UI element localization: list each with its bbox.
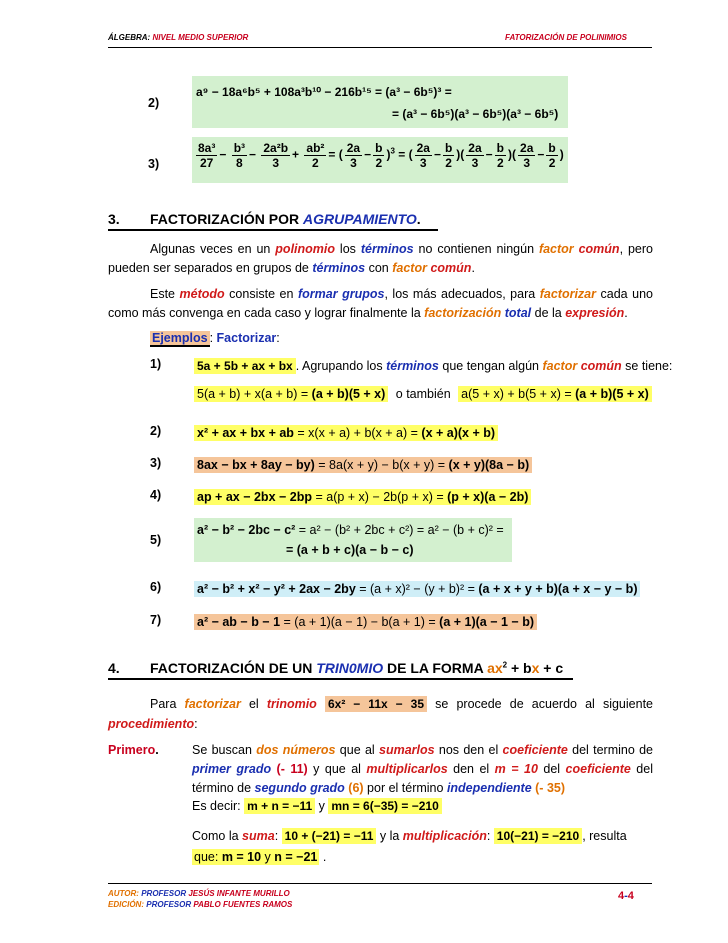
header-subject: ÁLGEBRA: xyxy=(108,33,151,42)
section-underline xyxy=(108,229,438,231)
fraction: $\frac{b}{2}$ xyxy=(375,141,383,170)
fraction: $\frac{2a}{3}$ xyxy=(346,141,361,170)
example-number: 3) xyxy=(148,157,160,171)
example-number: 6) xyxy=(150,580,162,594)
es-decir-line: Es decir: m + n = −11 y mn = 6(−35) = −210 xyxy=(192,797,442,816)
section-underline xyxy=(108,678,573,680)
fraction: $\frac{\text{2a²b}}{3}$ xyxy=(263,141,289,170)
example-7-line xyxy=(194,613,537,632)
example-1-grouping-a: 5(a + b) + x(a + b) = (a + b)(5 + x) xyxy=(194,386,388,402)
fraction: $\frac{2a}{3}$ xyxy=(520,141,534,170)
fraction: $\frac{b}{2}$ xyxy=(548,141,556,170)
cube-example-box xyxy=(192,76,568,128)
example-1-line-1: 5a + 5b + ax + bx . Agrupando los términos que tengan algún factor común se tiene: xyxy=(194,357,672,376)
example-2-box: x² + ax + bx + ab = x(x + a) + b(x + a) = (x + a)(x + b) xyxy=(194,425,498,441)
section3-paragraph-1: Algunas veces en un polinomio los términos no contienen ningún factor común, pero pueden ser separados en grupos de términos con factor común. xyxy=(108,242,653,275)
fraction: $\frac{\text{ab²}}{2}$ xyxy=(306,141,325,170)
example-number: 5) xyxy=(150,533,162,547)
fraction: $\frac{b}{2}$ xyxy=(496,141,505,170)
example-number: 7) xyxy=(150,613,162,627)
example-2-line xyxy=(194,424,498,443)
example-3-box: 8ax − bx + 8ay − by) = 8a(x + y) − b(x + y) = (x + y)(8a − b) xyxy=(194,457,532,473)
section3-paragraph-2: Este método consiste en formar grupos, los más adecuados, para factorizar cada uno como más convenga en cada caso y lograr finalmente la factorización total de la expresión. xyxy=(108,287,653,320)
fraction: $\frac{b}{2}$ xyxy=(444,141,453,170)
cube-line-2: = (a³ − 6b⁵)(a³ − 6b⁵)(a³ − 6b⁵) xyxy=(392,107,559,121)
header-level: NIVEL MEDIO SUPERIOR xyxy=(152,33,249,42)
example-number: 3) xyxy=(150,456,162,470)
example-number: 4) xyxy=(150,488,162,502)
step-description: Se buscan dos números que al sumarlos nos den el coeficiente del termino de primer grado (- 11) y que al multiplicarlos den el m = 10 del coeficiente del término de segundo grado (6) por el término independiente (- 35) xyxy=(192,743,653,795)
example-6-box: a² − b² + x² − y² + 2ax − 2by = (a + x)² − (y + b)² = (a + x + y + b)(a + x − y − b) xyxy=(194,581,640,597)
section-number: 4. xyxy=(108,660,120,676)
fraction: $\frac{\text{b³}}{8}$ xyxy=(233,141,246,170)
como-line: Como la suma: 10 + (−21) = −11 y la multiplicación: 10(−21) = −210 , resulta xyxy=(192,829,627,843)
example-5-box: a² − b² − 2bc − c² = a² − (b² + 2bc + c²) = a² − (b + c)² = = (a + b + c)(a − b − c) xyxy=(194,518,512,562)
fraction: $\frac{2a}{3}$ xyxy=(416,141,430,170)
fraction-expression: $\frac{\text{8a³}}{27}$ − $\frac{\text{b³}}{8}$ − $\frac{\text{2a²b}}{3}$ + $\frac{\text{ab²}}{2}$ = ( $\frac{2a}{3}$ − $\frac{b}{2}$ )$^3$ = ( $\frac{2a}{3}$ − $\frac{b}{2}$ )( $\frac{2a}{3}$ − $\frac{b}{2}$ )( $\frac{2a}{3}$ − $\frac{b}{2}$ ) xyxy=(198,141,564,170)
examples-heading: Ejemplos : Factorizar: xyxy=(152,331,280,345)
example-number: 2) xyxy=(148,96,160,110)
example-number: 1) xyxy=(150,357,162,371)
example-7-box: a² − ab − b − 1 = (a + 1)(a − 1) − b(a + 1) = (a + 1)(a − 1 − b) xyxy=(194,614,537,630)
example-3-line xyxy=(194,456,532,475)
section-number: 3. xyxy=(108,211,120,227)
example-4-line xyxy=(194,488,531,507)
example-1-expression: 5a + 5b + ax + bx xyxy=(194,358,296,374)
cube-line-1: a⁹ − 18a⁶b⁵ + 108a³b¹⁰ − 216b¹⁵ = (a³ − 6b⁵)³ = xyxy=(196,85,452,99)
example-1-grouping-b: a(5 + x) + b(5 + x) = (a + b)(5 + x) xyxy=(458,386,652,402)
footer-credits: AUTOR: PROFESOR JESÚS INFANTE MURILLO EDICIÓN: PROFESOR PABLO FUENTES RAMOS xyxy=(108,889,293,909)
example-1-line-2: 5(a + b) + x(a + b) = (a + b)(5 + x) o también a(5 + x) + b(5 + x) = (a + b)(5 + x) xyxy=(194,385,652,404)
section4-paragraph: Para factorizar el trinomio 6x² − 11x − 35 se procede de acuerdo al siguiente procedimiento: xyxy=(108,697,653,731)
footer-rule xyxy=(108,883,652,884)
fraction: $\frac{2a}{3}$ xyxy=(468,141,482,170)
header-rule xyxy=(108,47,652,48)
header-right: FATORIZACIÓN DE POLINIMIOS xyxy=(505,33,627,42)
section-title: FACTORIZACIÓN POR AGRUPAMIENTO. xyxy=(150,211,421,227)
fraction: $\frac{\text{8a³}}{27}$ xyxy=(198,141,216,170)
example-4-box: ap + ax − 2bx − 2bp = a(p + x) − 2b(p + x) = (p + x)(a − 2b) xyxy=(194,489,531,505)
page-number: 4-4 xyxy=(618,890,634,902)
example-6-line xyxy=(194,580,640,599)
result-line: que: m = 10 y n = −21 . xyxy=(194,850,327,864)
fraction-example-box xyxy=(192,137,568,183)
example-number: 2) xyxy=(150,424,162,438)
header-left xyxy=(108,33,248,42)
step-label: Primero. xyxy=(108,743,159,757)
section-title: FACTORIZACIÓN DE UN TRIN0MIO DE LA FORMA $ax^2$ + bx + c xyxy=(150,660,564,676)
